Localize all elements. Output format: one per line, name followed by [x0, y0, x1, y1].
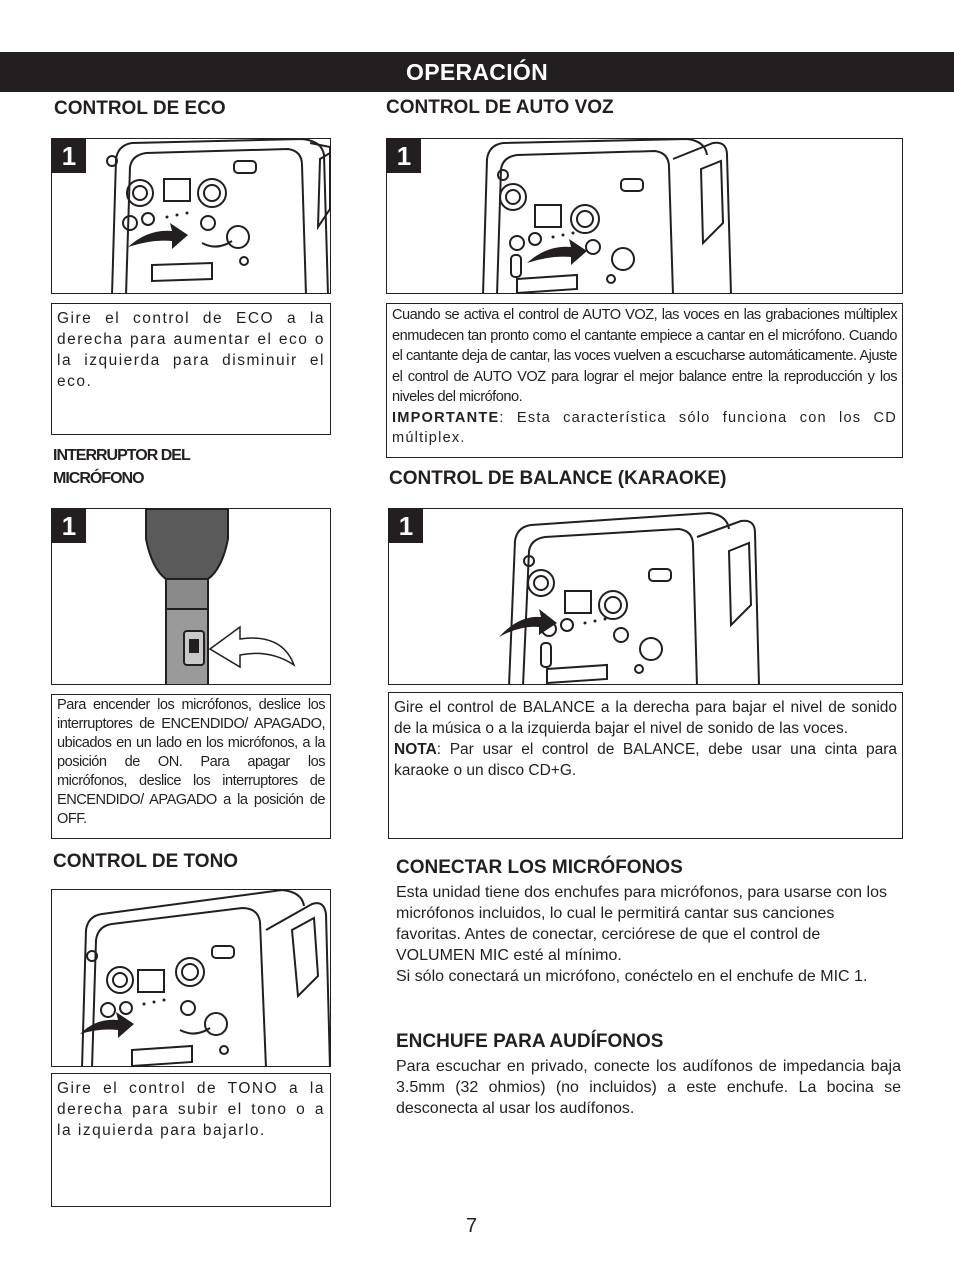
illustration-eco — [51, 138, 331, 294]
conectar-paragraph-2: Si sólo conectará un micrófono, conéctelo en el enchufe de MIC 1. — [396, 968, 868, 985]
heading-control-tono: CONTROL DE TONO — [53, 851, 239, 872]
balance-note — [394, 739, 897, 781]
karaoke-unit-illustration — [387, 139, 903, 294]
heading-mic-switch-line2: MICRÓFONO — [53, 470, 144, 487]
note-text: : Par usar el control de BALANCE, debe usar una cinta para karaoke o un disco CD+G. — [394, 741, 897, 779]
audifonos-paragraph: Para escuchar en privado, conecte los audífonos de impedancia baja 3.5mm (32 ohmios) (no incluidos) a este enchufe. La bocina se desconecta al usar los audífonos. — [396, 1058, 901, 1117]
balance-description: Gire el control de BALANCE a la derecha para bajar el nivel de sonido de la música o a la izquierda bajar el nivel de sonido de las voces. — [394, 699, 897, 737]
heading-control-balance: CONTROL DE BALANCE (KARAOKE) — [389, 468, 727, 489]
conectar-paragraph-1: Esta unidad tiene dos enchufes para micrófonos, para usarse con los micrófonos incluidos, lo cual le permitirá cantar sus canciones favoritas. Antes de conectar, cerciórese de que el control de VOLUMEN MIC esté al mínimo. — [396, 884, 887, 964]
microphone-illustration — [52, 509, 331, 685]
text-box-tono — [51, 1073, 331, 1207]
step-badge: 1 — [52, 509, 86, 543]
text-box-mic-switch — [51, 694, 331, 839]
tono-description: Gire el control de TONO a la derecha para subir el tono o a la izquierda para bajarlo. — [57, 1080, 325, 1139]
text-box-balance — [388, 692, 903, 839]
karaoke-unit-illustration — [52, 139, 331, 294]
step-badge: 1 — [387, 139, 421, 173]
heading-mic-switch — [53, 444, 293, 490]
karaoke-unit-illustration — [389, 509, 903, 685]
text-box-auto-voz — [386, 303, 903, 458]
conectar-text — [396, 882, 901, 987]
step-badge: 1 — [52, 139, 86, 173]
audifonos-text — [396, 1056, 901, 1119]
mic-switch-description: Para encender los micrófonos, deslice los interruptores de ENCENDIDO/ APAGADO, ubicados en un lado en los micrófonos, a la posición de ON. Para apagar los micrófonos, deslice los interruptores de ENCENDIDO/ APAGADO a la posición de OFF. — [57, 697, 325, 827]
heading-enchufe-audifonos: ENCHUFE PARA AUDÍFONOS — [396, 1031, 664, 1052]
illustration-mic-switch — [51, 508, 331, 685]
note-label: NOTA — [394, 741, 437, 758]
section-header — [0, 52, 954, 92]
illustration-auto-voz — [386, 138, 903, 294]
text-box-eco — [51, 303, 331, 435]
illustration-balance — [388, 508, 903, 685]
heading-control-eco: CONTROL DE ECO — [54, 98, 226, 119]
auto-voz-description: Cuando se activa el control de AUTO VOZ, las voces en las grabaciones múltiplex enmudecen tan pronto como el cantante empiece a cantar en el micrófono. Cuando el cantante deja de cantar, las voces vuelven a escucharse automáticamente. Ajuste el control de AUTO VOZ para lograr el mejor balance entre la reproducción y los niveles del micrófono. — [392, 307, 897, 405]
eco-description: Gire el control de ECO a la derecha para aumentar el eco o la izquierda para disminuir el eco. — [57, 310, 325, 390]
auto-voz-important — [392, 408, 897, 449]
heading-conectar-microfonos: CONECTAR LOS MICRÓFONOS — [396, 857, 683, 878]
important-label: IMPORTANTE — [392, 409, 500, 426]
heading-mic-switch-line1: INTERRUPTOR DEL — [53, 447, 190, 464]
heading-control-auto-voz: CONTROL DE AUTO VOZ — [386, 97, 614, 118]
karaoke-unit-illustration — [52, 890, 331, 1067]
page-number: 7 — [466, 1215, 478, 1237]
section-title: OPERACIÓN — [406, 58, 548, 85]
illustration-tono — [51, 889, 331, 1067]
step-badge: 1 — [389, 509, 423, 543]
important-text: : Esta característica sólo funciona con los CD múltiplex. — [392, 409, 897, 446]
